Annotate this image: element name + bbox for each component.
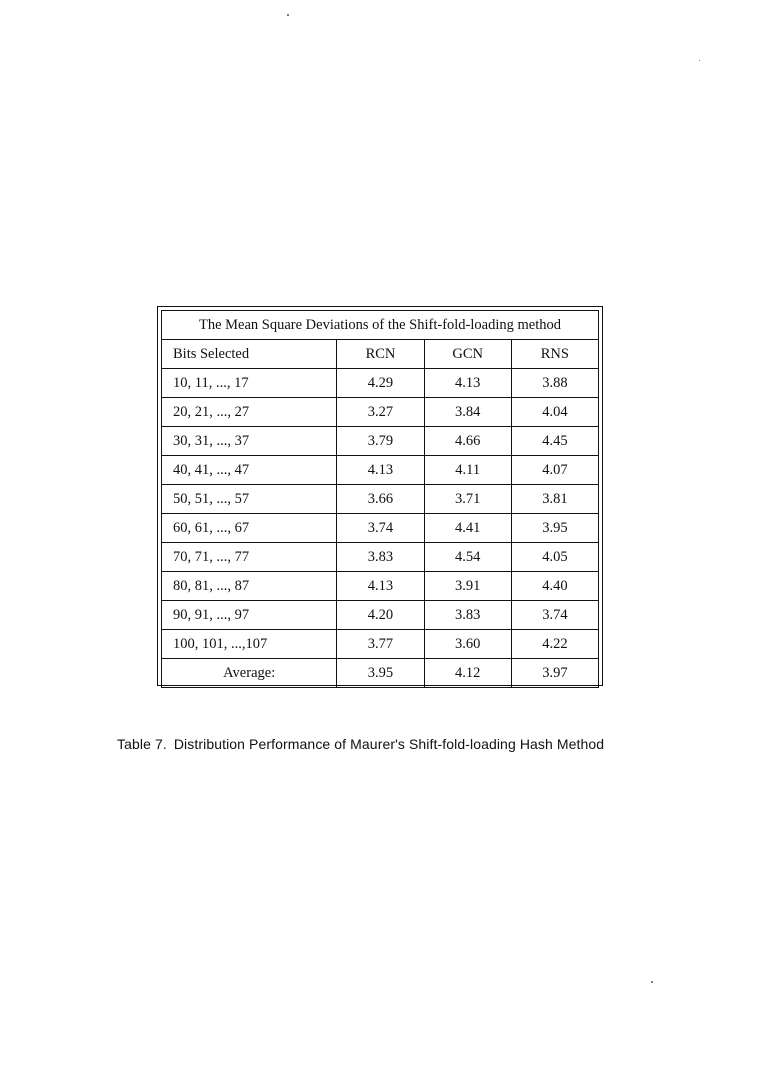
rcn-cell: 3.66 [337,485,424,514]
rns-cell: 3.88 [511,369,598,398]
rns-cell: 4.40 [511,572,598,601]
rcn-cell: 3.77 [337,630,424,659]
results-table-frame [157,306,603,686]
rcn-cell: 3.27 [337,398,424,427]
gcn-cell: 4.41 [424,514,511,543]
scan-speck [699,60,700,61]
rns-cell: 3.81 [511,485,598,514]
rns-cell: 3.95 [511,514,598,543]
table-row [162,572,599,601]
bits-cell: 30, 31, ..., 37 [162,427,337,456]
table-row [162,427,599,456]
rns-cell: 4.05 [511,543,598,572]
table-row [162,485,599,514]
gcn-cell: 3.71 [424,485,511,514]
table-row [162,543,599,572]
table-row [162,514,599,543]
bits-cell: 60, 61, ..., 67 [162,514,337,543]
average-label: Average: [162,659,337,688]
rcn-cell: 3.83 [337,543,424,572]
average-rns: 3.97 [511,659,598,688]
rcn-cell: 4.29 [337,369,424,398]
gcn-cell: 3.60 [424,630,511,659]
rcn-cell: 3.74 [337,514,424,543]
table-row [162,630,599,659]
caption-number: Table 7. [117,736,167,752]
gcn-cell: 3.83 [424,601,511,630]
gcn-cell: 4.54 [424,543,511,572]
bits-cell: 20, 21, ..., 27 [162,398,337,427]
bits-cell: 70, 71, ..., 77 [162,543,337,572]
rns-cell: 4.07 [511,456,598,485]
bits-cell: 50, 51, ..., 57 [162,485,337,514]
gcn-cell: 4.66 [424,427,511,456]
table-header-row [162,340,599,369]
rns-cell: 4.22 [511,630,598,659]
header-gcn: GCN [424,340,511,369]
bits-cell: 90, 91, ..., 97 [162,601,337,630]
rcn-cell: 4.13 [337,572,424,601]
table-row [162,456,599,485]
rcn-cell: 3.79 [337,427,424,456]
table-row [162,369,599,398]
table-title: The Mean Square Deviations of the Shift-fold-loading method [162,311,599,340]
bits-cell: 100, 101, ...,107 [162,630,337,659]
header-rcn: RCN [337,340,424,369]
table-row [162,601,599,630]
gcn-cell: 3.91 [424,572,511,601]
rns-cell: 3.74 [511,601,598,630]
table-caption [117,736,604,752]
table-row [162,398,599,427]
header-bits-selected: Bits Selected [162,340,337,369]
gcn-cell: 4.11 [424,456,511,485]
rns-cell: 4.45 [511,427,598,456]
average-rcn: 3.95 [337,659,424,688]
table-title-row [162,311,599,340]
average-row [162,659,599,688]
results-table [161,310,599,688]
scan-speck [651,981,653,983]
rns-cell: 4.04 [511,398,598,427]
average-gcn: 4.12 [424,659,511,688]
gcn-cell: 3.84 [424,398,511,427]
bits-cell: 80, 81, ..., 87 [162,572,337,601]
rcn-cell: 4.20 [337,601,424,630]
caption-text: Distribution Performance of Maurer's Shift-fold-loading Hash Method [173,736,605,752]
bits-cell: 40, 41, ..., 47 [162,456,337,485]
rcn-cell: 4.13 [337,456,424,485]
header-rns: RNS [511,340,598,369]
gcn-cell: 4.13 [424,369,511,398]
scan-speck [287,14,289,16]
bits-cell: 10, 11, ..., 17 [162,369,337,398]
